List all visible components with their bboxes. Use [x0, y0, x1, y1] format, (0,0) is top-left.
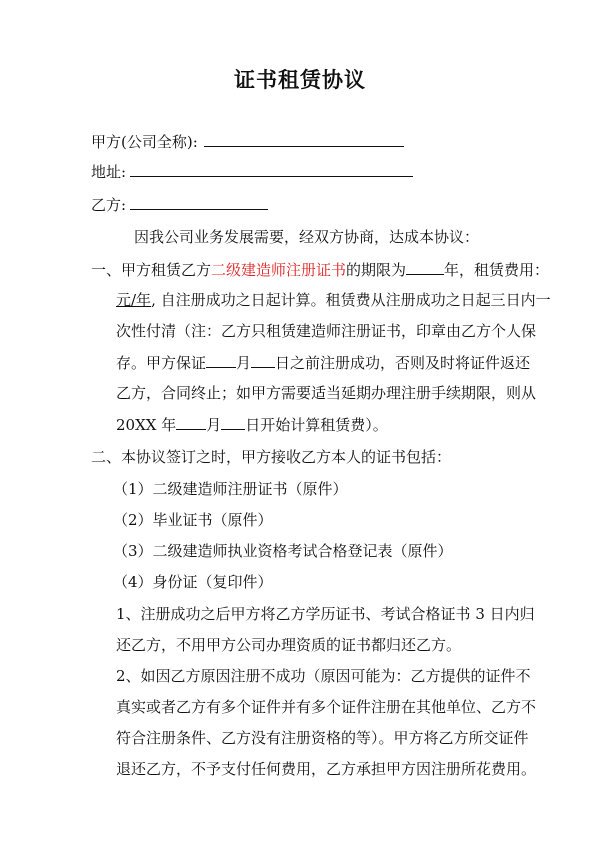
clause1-day-blank[interactable] — [251, 352, 275, 368]
party-b-label: 乙方: — [91, 196, 127, 214]
clause1-line6-a: 20XX 年 — [116, 416, 177, 434]
note2-line3: 符合注册条件、乙方没有注册资格的等）。甲方将乙方所交证件 — [116, 729, 529, 747]
clause1-line3: 次性付清（注：乙方只租赁建造师注册证书，印章由乙方个人保 — [116, 322, 537, 340]
clause1-line5: 乙方，合同终止；如甲方需要适当延期办理注册手续期限，则从 — [116, 384, 537, 402]
clause1-line4 — [116, 352, 530, 373]
party-b-line — [91, 194, 268, 215]
clause1-line4-b: 月 — [236, 354, 252, 372]
clause1-line2 — [116, 290, 551, 310]
party-b-blank[interactable] — [130, 194, 268, 210]
address-label: 地址: — [91, 163, 127, 181]
clause1-line1 — [91, 259, 549, 280]
clause1-line4-a: 存。甲方保证 — [116, 354, 207, 372]
clause2-heading: 二、本协议签订之时，甲方接收乙方本人的证书包括： — [91, 448, 452, 466]
intro-text: 因我公司业务发展需要，经双方协商，达成本协议： — [134, 228, 480, 246]
clause2-item: （1）二级建造师注册证书（原件） — [113, 480, 348, 498]
clause1-start-month-blank[interactable] — [176, 414, 206, 430]
clause1-line6 — [116, 414, 388, 435]
address-blank[interactable] — [130, 161, 413, 177]
document-title: 证书租赁协议 — [234, 67, 366, 92]
clause2-item: （3）二级建造师执业资格考试合格登记表（原件） — [113, 542, 453, 560]
clause1-prefix: 一、甲方租赁乙方 — [91, 261, 212, 279]
note2-line2: 真实或者乙方有多个证件并有多个证件注册在其他单位、乙方不 — [116, 698, 537, 716]
clause1-after-term: 年，租赁费用： — [444, 261, 550, 279]
clause2-item: （4）身份证（复印件） — [113, 573, 273, 591]
clause1-start-day-blank[interactable] — [221, 414, 245, 430]
note1-line2: 还乙方，不用甲方公司办理资质的证书都归还乙方。 — [116, 636, 462, 654]
clause1-line4-c: 日之前注册成功，否则及时将证件返还 — [275, 354, 531, 372]
clause1-term-blank[interactable] — [406, 259, 444, 275]
party-a-label: 甲方(公司全称): — [91, 133, 198, 151]
clause1-line6-c: 日开始计算租赁费）。 — [245, 416, 388, 434]
clause1-line2-rest: , 自注册成功之日起计算。租赁费从注册成功之日起三日内一 — [151, 291, 551, 309]
clause1-after-cert: 的期限为 — [346, 261, 407, 279]
clause2-item: （2）毕业证书（原件） — [113, 511, 273, 529]
party-a-blank[interactable] — [204, 131, 404, 147]
note2-line4: 退还乙方，不予支付任何费用，乙方承担甲方因注册所花费用。 — [116, 760, 537, 778]
clause1-month-blank[interactable] — [206, 352, 236, 368]
clause1-fee-unit: 元/年 — [116, 291, 152, 309]
clause1-line6-b: 月 — [206, 416, 222, 434]
address-line — [91, 161, 413, 182]
note2-line1: 2、如因乙方原因注册不成功（原因可能为：乙方提供的证件不 — [116, 667, 531, 685]
note1-line1: 1、注册成功之后甲方将乙方学历证书、考试合格证书 3 日内归 — [116, 605, 535, 623]
party-a-line — [91, 131, 404, 152]
clause1-cert-name: 二级建造师注册证书 — [211, 261, 347, 279]
